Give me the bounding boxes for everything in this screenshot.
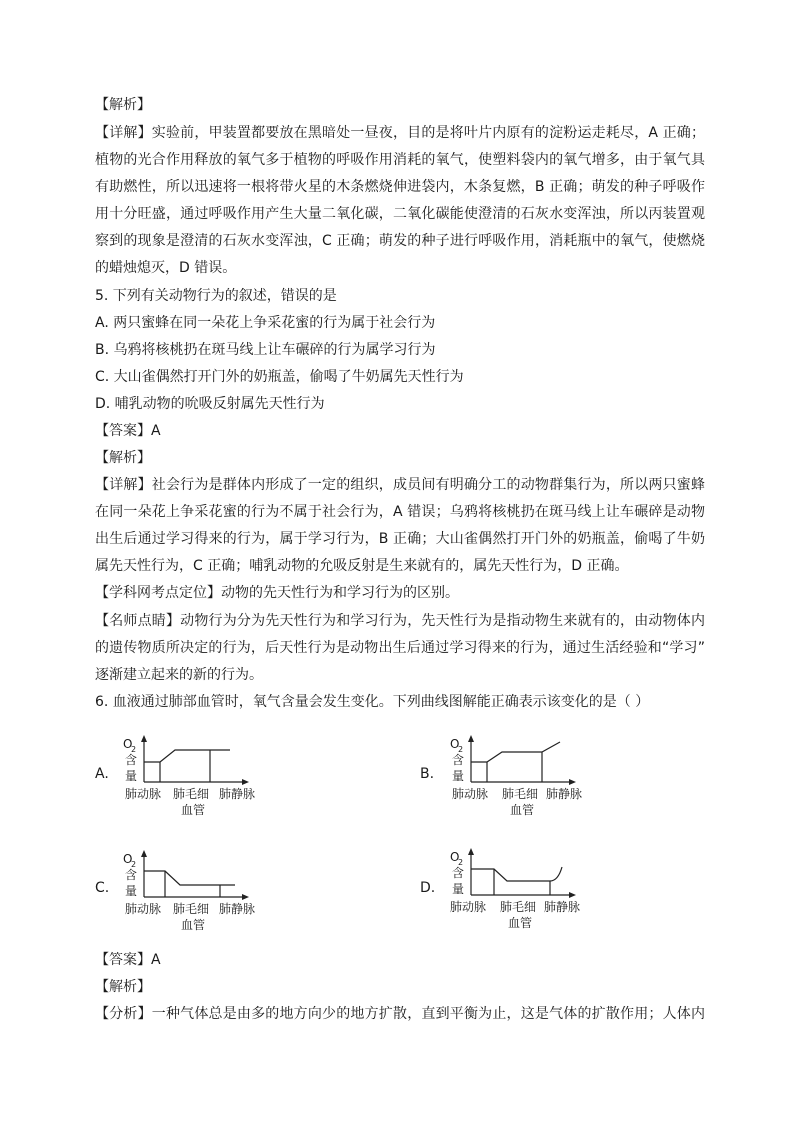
svg-text:肺动脉: 肺动脉 (125, 902, 162, 916)
detail-line: 【详解】实验前，甲装置都要放在黑暗处一昼夜，目的是将叶片内原有的淀粉运走耗尽，A 正确； (95, 125, 705, 141)
svg-text:血管: 血管 (508, 916, 533, 930)
svg-text:O: O (123, 852, 133, 866)
svg-text:肺静脉: 肺静脉 (544, 900, 581, 914)
o2-curve (471, 867, 562, 881)
svg-text:含: 含 (452, 866, 465, 880)
detail-line: 的蜡烛熄灭，D 错误。 (95, 260, 237, 276)
graph-a (115, 730, 285, 822)
option-b: B. 乌鸦将核桃扔在斑马线上让车碾碎的行为属学习行为 (95, 342, 436, 358)
svg-text:量: 量 (452, 769, 465, 783)
o2-curve (144, 871, 235, 885)
detail-line: 用十分旺盛，通过呼吸作用产生大量二氧化碳，二氧化碳能使澄清的石灰水变浑浊，所以丙装置观 (95, 206, 705, 222)
graph-a-label: A. (95, 766, 109, 782)
svg-text:量: 量 (125, 884, 138, 898)
detail-line: 察到的现象是澄清的石灰水变浑浊，C 正确；萌发的种子进行呼吸作用，消耗瓶中的氧气，使燃烧 (95, 233, 705, 249)
graph-c-label: C. (95, 880, 110, 896)
question-stem: 6. 血液通过肺部血管时，氧气含量会发生变化。下列曲线图解能正确表示该变化的是（ ） (95, 694, 650, 710)
svg-text:肺静脉: 肺静脉 (219, 902, 256, 916)
graph-d (442, 845, 612, 937)
svg-text:肺毛细: 肺毛细 (500, 900, 537, 914)
svg-text:肺毛细: 肺毛细 (173, 787, 210, 801)
svg-text:含: 含 (125, 868, 138, 882)
svg-text:量: 量 (452, 882, 465, 896)
svg-text:2: 2 (458, 858, 464, 867)
svg-text:肺毛细: 肺毛细 (173, 902, 210, 916)
detail-line: 植物的光合作用释放的氧气多于植物的呼吸作用消耗的氧气，使塑料袋内的氧气增多，由于氧气具 (95, 152, 705, 168)
svg-text:O: O (450, 737, 460, 751)
graph-b (442, 730, 612, 822)
svg-text:肺毛细: 肺毛细 (502, 787, 539, 801)
option-d: D. 哺乳动物的吮吸反射属先天性行为 (95, 396, 325, 412)
svg-text:肺静脉: 肺静脉 (546, 787, 583, 801)
svg-text:血管: 血管 (181, 803, 206, 817)
svg-text:2: 2 (458, 745, 464, 754)
option-c: C. 大山雀偶然打开门外的奶瓶盖，偷喝了牛奶属先天性行为 (95, 369, 464, 385)
svg-text:O: O (450, 850, 460, 864)
dianjing-line: 【名师点睛】动物行为分为先天性行为和学习行为，先天性行为是指动物生来就有的，由动物体内 (95, 613, 705, 629)
detail-line: 属先天性行为，C 正确；哺乳动物的允吸反射是生来就有的，属先天性行为，D 正确。 (95, 558, 629, 574)
graph-d-label: D. (420, 880, 436, 896)
svg-text:2: 2 (131, 745, 137, 754)
svg-text:肺动脉: 肺动脉 (125, 787, 162, 801)
svg-text:肺动脉: 肺动脉 (450, 900, 487, 914)
detail-line: 在同一朵花上争采花蜜的行为不属于社会行为，A 错误；乌鸦将核桃扔在斑马线上让车碾碎是动物 (95, 504, 705, 520)
jiexi-heading: 【解析】 (95, 97, 151, 113)
answer-label: 【答案】A (95, 952, 161, 968)
graph-y-label: O (123, 737, 133, 751)
answer-label: 【答案】A (95, 423, 161, 439)
dianjing-line: 逐渐建立起来的新的行为。 (95, 667, 263, 683)
o2-curve (144, 750, 230, 762)
option-a: A. 两只蜜蜂在同一朵花上争采花蜜的行为属于社会行为 (95, 315, 436, 331)
svg-text:肺静脉: 肺静脉 (219, 787, 256, 801)
detail-line: 有助燃性，所以迅速将一根将带火星的木条燃烧伸进袋内，木条复燃，B 正确；萌发的种子呼吸作 (95, 179, 705, 195)
detail-line: 【详解】社会行为是群体内形成了一定的组织，成员间有明确分工的动物群集行为，所以两只蜜蜂 (95, 477, 705, 493)
dianjing-line: 的遗传物质所决定的行为，后天性行为是动物出生后通过学习得来的行为，通过生活经验和“学习” (95, 640, 705, 656)
svg-text:含: 含 (125, 753, 138, 767)
jiexi-heading: 【解析】 (95, 450, 151, 466)
svg-text:量: 量 (125, 769, 138, 783)
jiexi-heading: 【解析】 (95, 979, 151, 995)
detail-line: 出生后通过学习得来的行为，属于学习行为，B 正确；大山雀偶然打开门外的奶瓶盖，偷喝了牛奶 (95, 531, 705, 547)
fenxi-line: 【分析】一种气体总是由多的地方向少的地方扩散，直到平衡为止，这是气体的扩散作用；人体内 (95, 1006, 705, 1022)
question-stem: 5. 下列有关动物行为的叙述，错误的是 (95, 288, 337, 304)
svg-text:肺动脉: 肺动脉 (452, 787, 489, 801)
graph-c (115, 845, 285, 937)
svg-text:2: 2 (131, 860, 137, 869)
graph-b-label: B. (420, 766, 435, 782)
kaodian-line: 【学科网考点定位】动物的先天性行为和学习行为的区别。 (95, 585, 459, 601)
svg-text:含: 含 (452, 753, 465, 767)
svg-text:血管: 血管 (181, 918, 206, 932)
o2-curve (471, 742, 560, 762)
svg-text:血管: 血管 (510, 803, 535, 817)
